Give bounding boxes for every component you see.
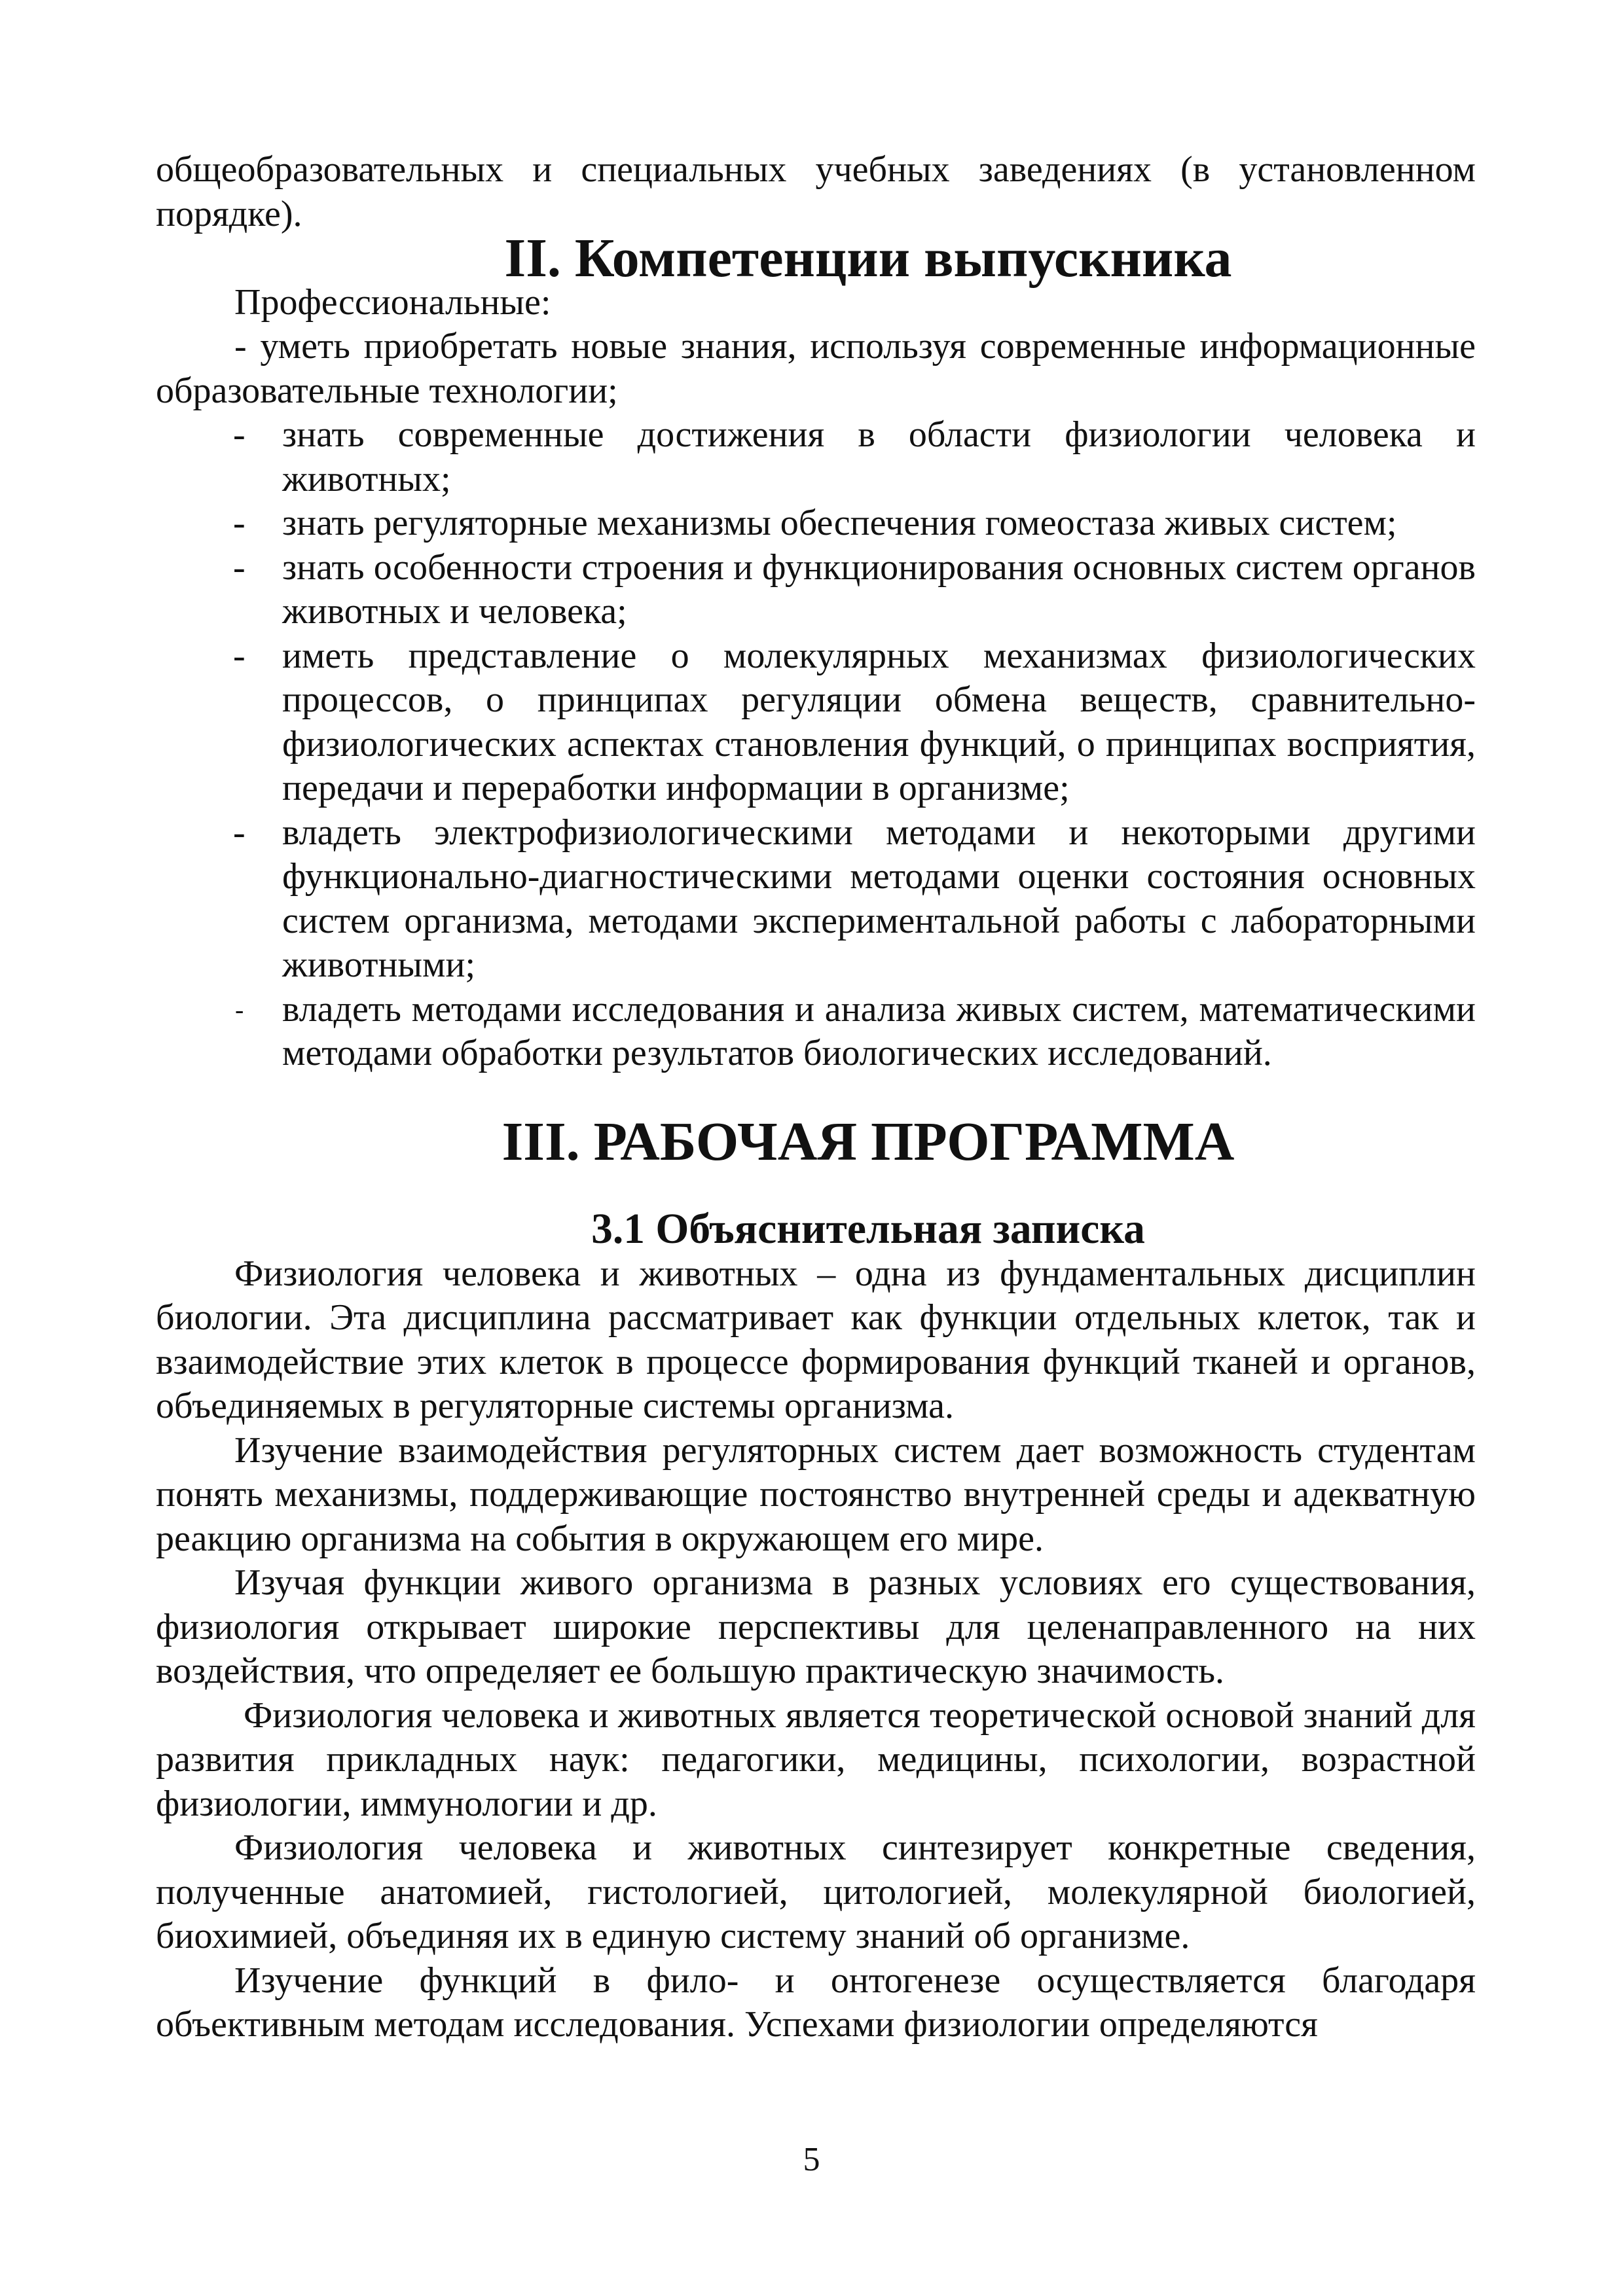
section-2-heading: II. Компетенции выпускника (504, 228, 1232, 289)
subsection-3-1-heading: 3.1 Объяснительная записка (591, 1206, 1145, 1253)
competence-item-text: иметь представление о молекулярных механизмах физиологических процессов, о принципах регуляции обмена веществ, сравнительно-физиологических аспектах становления функций, о принципах восприятия, передачи и переработки информации в организме; (282, 635, 1476, 808)
competence-item-text: знать регуляторные механизмы обеспечения гомеостаза живых систем; (282, 503, 1397, 543)
body-paragraph: Изучая функции живого организма в разных условиях его существования, физиология открывает широкие перспективы для целенаправленного на них воздействия, что определяет ее большую практическую значимость. (156, 1562, 1476, 1691)
section-2-subtitle: Профессиональные: (234, 281, 551, 323)
competence-item (156, 811, 1476, 988)
competence-item-text: владеть методами исследования и анализа живых систем, математическими методами обработки результатов биологических исследований. (282, 988, 1476, 1073)
dash-marker: - (233, 547, 246, 588)
competence-list (156, 413, 1476, 1076)
dash-marker: - (233, 414, 246, 455)
competence-item (156, 988, 1476, 1076)
dash-marker: - (233, 503, 246, 543)
body-paragraph: Изучение взаимодействия регуляторных систем дает возможность студентам понять механизмы, поддерживающие постоянство внутренней среды и адекватную реакцию организма на события в окружающем его мире. (156, 1429, 1476, 1559)
competence-item-text: знать особенности строения и функционирования основных систем органов животных и человека; (282, 547, 1476, 632)
document-page (156, 148, 1476, 2047)
body-paragraph: Физиология человека и животных синтезирует конкретные сведения, полученные анатомией, гистологией, цитологией, молекулярной биологией, биохимией, объединяя их в единую систему знаний об организме. (156, 1827, 1476, 1956)
intro-continuation: общеобразовательных и специальных учебных заведениях (в установленном порядке). (156, 149, 1476, 234)
competence-item (156, 501, 1476, 546)
dash-marker: - (233, 812, 246, 853)
competence-item (156, 413, 1476, 501)
section-3-heading: III. РАБОЧАЯ ПРОГРАММА (501, 1111, 1235, 1172)
dash-marker: - (233, 635, 246, 676)
page-number: 5 (803, 2141, 820, 2178)
competence-item-text: владеть электрофизиологическими методами и некоторыми другими функционально-диагностическими методами оценки состояния основных систем организма, методами экспериментальной работы с лабораторными животными; (282, 812, 1476, 985)
dash-marker: - (235, 994, 244, 1024)
competence-item-text: знать современные достижения в области физиологии человека и животных; (282, 414, 1476, 499)
competence-item (156, 634, 1476, 811)
body-paragraph: Физиология человека и животных – одна из фундаментальных дисциплин биологии. Эта дисциплина рассматривает как функции отдельных клеток, так и взаимодействие этих клеток в процессе формирования функций тканей и органов, объединяемых в регуляторные системы организма. (156, 1253, 1476, 1426)
competence-item (156, 546, 1476, 634)
body-paragraph: Физиология человека и животных является теоретической основой знаний для развития прикладных наук: педагогики, медицины, психологии, возрастной физиологии, иммунологии и др. (156, 1695, 1476, 1824)
competence-item-first: - уметь приобретать новые знания, используя современные информационные образовательные технологии; (156, 326, 1476, 411)
body-paragraph: Изучение функций в фило- и онтогенезе осуществляется благодаря объективным методам исследования. Успехами физиологии определяются (156, 1960, 1476, 2045)
